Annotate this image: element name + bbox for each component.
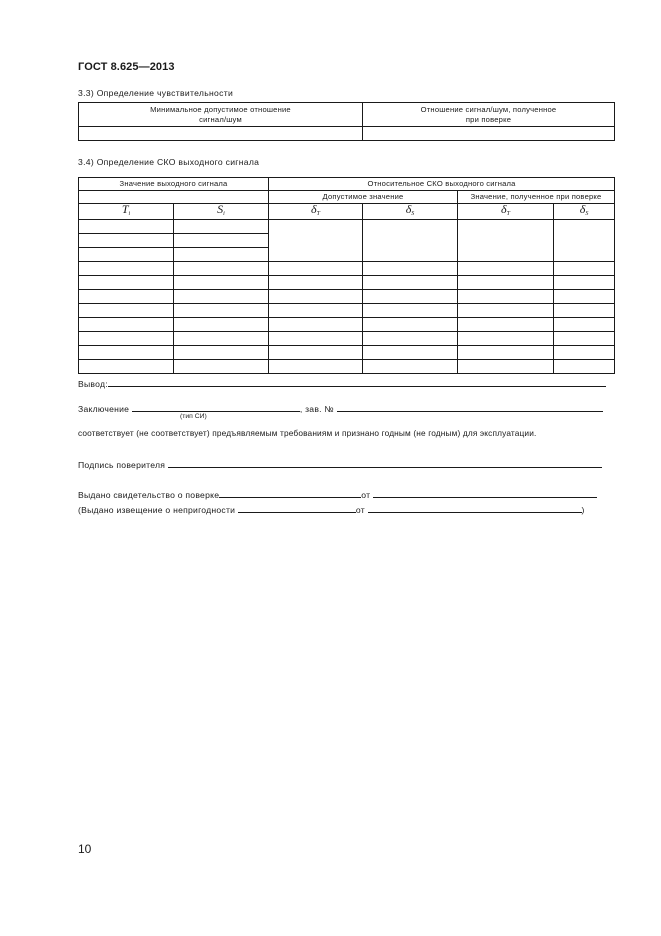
symbol-delta-S-obtained-sub: S <box>585 211 589 217</box>
table-cell[interactable] <box>363 290 458 304</box>
notice-number-field[interactable] <box>238 503 356 513</box>
table-cell[interactable] <box>174 248 269 262</box>
table-cell[interactable] <box>554 262 615 276</box>
table-cell[interactable] <box>269 304 363 318</box>
symbol-delta-S-allowed <box>363 204 458 220</box>
table-cell[interactable] <box>174 276 269 290</box>
sensitivity-header-obtained-ratio-line2: при поверке <box>465 114 512 124</box>
certificate-label: Выдано свидетельство о поверке <box>78 490 220 500</box>
sko-header-output-value: Значение выходного сигнала <box>79 178 269 191</box>
table-row <box>79 304 615 318</box>
vyvod-label: Вывод: <box>78 379 108 389</box>
sko-header-output-value-spacer <box>79 191 269 204</box>
symbol-S-i-base: S <box>217 202 224 216</box>
table-cell[interactable] <box>269 318 363 332</box>
table-cell[interactable] <box>363 276 458 290</box>
sko-table <box>78 177 615 374</box>
certificate-line <box>78 488 597 500</box>
zakl-line <box>78 402 603 414</box>
merged-cell[interactable] <box>363 220 458 262</box>
table-cell[interactable] <box>458 262 554 276</box>
table-cell[interactable] <box>363 346 458 360</box>
notice-label: (Выдано извещение о непригодности <box>78 505 236 515</box>
table-cell[interactable] <box>79 318 174 332</box>
signature-line <box>78 458 602 470</box>
table-cell[interactable] <box>554 276 615 290</box>
symbol-delta-T-obtained <box>458 204 554 220</box>
table-cell[interactable] <box>554 290 615 304</box>
sensitivity-section-title: 3.3) Определение чувствительности <box>78 88 234 98</box>
table-cell[interactable] <box>79 262 174 276</box>
sensitivity-header-min-ratio <box>79 103 363 127</box>
table-cell[interactable] <box>174 220 269 234</box>
table-cell[interactable] <box>554 346 615 360</box>
symbol-S-i <box>174 204 269 220</box>
table-cell[interactable] <box>554 318 615 332</box>
symbol-T-i <box>79 204 174 220</box>
symbol-T-i-sub: i <box>128 211 131 217</box>
symbol-delta-S-allowed-base: δ <box>405 202 412 216</box>
table-row <box>79 276 615 290</box>
symbol-delta-T-allowed-sub: T <box>316 211 320 217</box>
table-cell[interactable] <box>458 332 554 346</box>
table-cell[interactable] <box>79 290 174 304</box>
merged-cell[interactable] <box>269 220 363 262</box>
table-cell[interactable] <box>458 304 554 318</box>
type-caption: (тип СИ) <box>180 413 207 420</box>
table-cell[interactable] <box>269 332 363 346</box>
notice-close-paren: ) <box>581 505 585 515</box>
sensitivity-header-min-ratio-line2: сигнал/шум <box>199 114 242 124</box>
table-cell[interactable] <box>79 360 174 374</box>
document-header: ГОСТ 8.625—2013 <box>78 61 175 73</box>
table-cell[interactable] <box>174 234 269 248</box>
table-cell[interactable] <box>174 290 269 304</box>
sensitivity-table <box>78 102 615 141</box>
table-row <box>79 360 615 374</box>
serial-number-field[interactable] <box>337 402 603 412</box>
table-cell[interactable] <box>363 262 458 276</box>
table-cell[interactable] <box>269 276 363 290</box>
table-cell[interactable] <box>458 318 554 332</box>
table-cell[interactable] <box>79 346 174 360</box>
table-cell[interactable] <box>174 332 269 346</box>
symbol-T-i-base: T <box>121 202 129 216</box>
notice-line <box>78 503 585 515</box>
sensitivity-header-obtained-ratio-line1: Отношение сигнал/шум, полученное <box>420 104 557 114</box>
instrument-type-field[interactable] <box>132 402 300 412</box>
table-cell[interactable] <box>174 304 269 318</box>
symbol-delta-S-allowed-sub: S <box>411 211 415 217</box>
table-cell[interactable] <box>79 276 174 290</box>
page-number: 10 <box>78 842 92 856</box>
table-cell[interactable] <box>554 304 615 318</box>
table-cell[interactable] <box>363 318 458 332</box>
table-cell[interactable] <box>174 318 269 332</box>
zav-label: , зав. № <box>299 404 334 414</box>
table-cell[interactable] <box>79 332 174 346</box>
table-cell[interactable] <box>458 360 554 374</box>
table-cell[interactable] <box>79 234 174 248</box>
table-cell[interactable] <box>458 346 554 360</box>
complies-text: соответствует (не соответствует) предъявляемым требованиям и признано годным (не годным) для эксплуатации. <box>78 428 537 438</box>
sensitivity-header-min-ratio-line1: Минимальное допустимое отношение <box>150 104 291 114</box>
table-cell[interactable] <box>458 276 554 290</box>
symbol-S-i-sub: i <box>223 211 225 217</box>
merged-cell[interactable] <box>458 220 554 262</box>
table-cell[interactable] <box>269 290 363 304</box>
table-cell[interactable] <box>79 220 174 234</box>
signature-label: Подпись поверителя <box>78 460 166 470</box>
symbol-delta-T-obtained-base: δ <box>501 202 507 216</box>
notice-date-field[interactable] <box>368 503 582 513</box>
certificate-ot-label: от <box>361 490 371 500</box>
certificate-number-field[interactable] <box>219 488 361 498</box>
notice-ot-label: от <box>355 505 365 515</box>
table-row <box>79 262 615 276</box>
table-cell[interactable] <box>554 332 615 346</box>
sensitivity-cell-min-ratio[interactable] <box>79 127 363 141</box>
zakl-label: Заключение <box>78 404 130 414</box>
table-row <box>79 346 615 360</box>
sko-header-relative-sko: Относительное СКО выходного сигнала <box>269 178 615 191</box>
signature-field[interactable] <box>168 458 602 468</box>
sko-section-title: 3.4) Определение СКО выходного сигнала <box>78 157 260 167</box>
symbol-delta-T-allowed-base: δ <box>311 202 317 216</box>
symbol-delta-T-obtained-sub: T <box>506 211 510 217</box>
table-cell[interactable] <box>174 360 269 374</box>
table-cell[interactable] <box>79 304 174 318</box>
symbol-delta-T-allowed <box>269 204 363 220</box>
sko-header-obtained: Значение, полученное при поверке <box>458 191 615 204</box>
sko-header-allowed: Допустимое значение <box>269 191 458 204</box>
sensitivity-header-obtained-ratio <box>363 103 615 127</box>
sensitivity-cell-obtained-ratio[interactable] <box>363 127 615 141</box>
table-cell[interactable] <box>269 346 363 360</box>
vyvod-field[interactable] <box>108 377 606 387</box>
symbol-delta-S-obtained <box>554 204 615 220</box>
merged-cell[interactable] <box>554 220 615 262</box>
table-cell[interactable] <box>269 360 363 374</box>
certificate-date-field[interactable] <box>373 488 597 498</box>
table-row <box>79 332 615 346</box>
table-cell[interactable] <box>174 346 269 360</box>
table-cell[interactable] <box>554 360 615 374</box>
symbol-delta-S-obtained-base: δ <box>579 202 586 216</box>
table-cell[interactable] <box>363 360 458 374</box>
table-row <box>79 318 615 332</box>
vyvod-line <box>78 377 606 389</box>
table-cell[interactable] <box>269 262 363 276</box>
table-cell[interactable] <box>363 304 458 318</box>
table-row <box>79 290 615 304</box>
table-cell[interactable] <box>458 290 554 304</box>
table-cell[interactable] <box>363 332 458 346</box>
table-cell[interactable] <box>79 248 174 262</box>
table-cell[interactable] <box>174 262 269 276</box>
